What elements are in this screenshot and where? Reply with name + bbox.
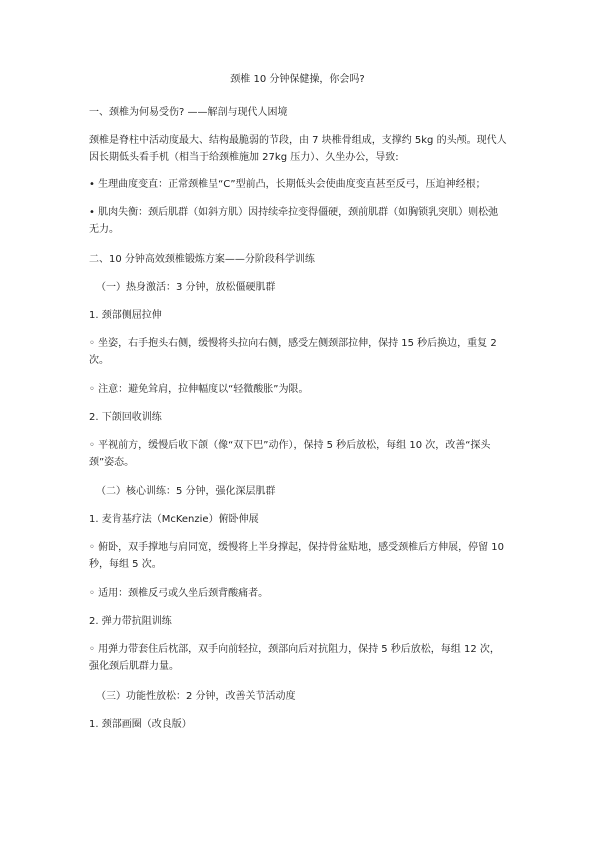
exercise-4-step: ◦ 用弹力带套住后枕部，双手向前轻拉，颈部向后对抗阻力，保持 5 秒后放松，每组 12 次，强化颈后肌群力量。 xyxy=(89,644,500,672)
exercise-3-step: ◦ 俯卧，双手撑地与肩同宽，缓慢将上半身撑起，保持骨盆贴地，感受颈椎后方伸展，停留 10 秒，每组 5 次。 xyxy=(89,542,504,570)
document-title: 颈椎 10 分钟保健操，你会吗? xyxy=(230,74,365,85)
exercise-3-title: 1. 麦肯基疗法（McKenzie）俯卧伸展 xyxy=(89,514,259,525)
exercise-2-title: 2. 下颌回收训练 xyxy=(89,412,162,423)
phase-1-heading: （一）热身激活：3 分钟，放松僵硬肌群 xyxy=(96,282,276,293)
bullet-muscle-imbalance: • 肌肉失衡：颈后肌群（如斜方肌）因持续牵拉变得僵硬，颈前肌群（如胸锁乳突肌）则松弛无力。 xyxy=(89,207,499,235)
exercise-1-title: 1. 颈部侧屈拉伸 xyxy=(89,310,162,321)
phase-2-heading: （二）核心训练：5 分钟，强化深层肌群 xyxy=(96,486,276,497)
exercise-3-note: ◦ 适用：颈椎反弓或久坐后颈背酸痛者。 xyxy=(89,588,269,599)
section-1-paragraph: 颈椎是脊柱中活动度最大、结构最脆弱的节段，由 7 块椎骨组成，支撑约 5kg 的头颅。现代人因长期低头看手机（相当于给颈椎施加 27kg 压力）、久坐办公，导致: xyxy=(89,135,507,163)
section-1-heading: 一、颈椎为何易受伤? ——解剖与现代人困境 xyxy=(89,107,288,118)
bullet-curvature: • 生理曲度变直：正常颈椎呈“C”型前凸，长期低头会使曲度变直甚至反弓，压迫神经根； xyxy=(89,179,486,190)
exercise-2-step: ◦ 平视前方，缓慢后收下颌（像“双下巴”动作），保持 5 秒后放松，每组 10 次，改善“探头颈”姿态。 xyxy=(89,440,491,468)
phase-3-heading: （三）功能性放松：2 分钟，改善关节活动度 xyxy=(96,691,296,702)
exercise-1-note: ◦ 注意：避免耸肩，拉伸幅度以“轻微酸胀”为限。 xyxy=(89,384,309,395)
exercise-4-title: 2. 弹力带抗阻训练 xyxy=(89,616,172,627)
section-2-heading: 二、10 分钟高效颈椎锻炼方案——分阶段科学训练 xyxy=(89,254,315,265)
exercise-1-step: ◦ 坐姿，右手抱头右侧，缓慢将头拉向右侧，感受左侧颈部拉伸，保持 15 秒后换边，重复 2 次。 xyxy=(89,338,497,366)
exercise-5-title: 1. 颈部画圈（改良版） xyxy=(89,719,192,730)
